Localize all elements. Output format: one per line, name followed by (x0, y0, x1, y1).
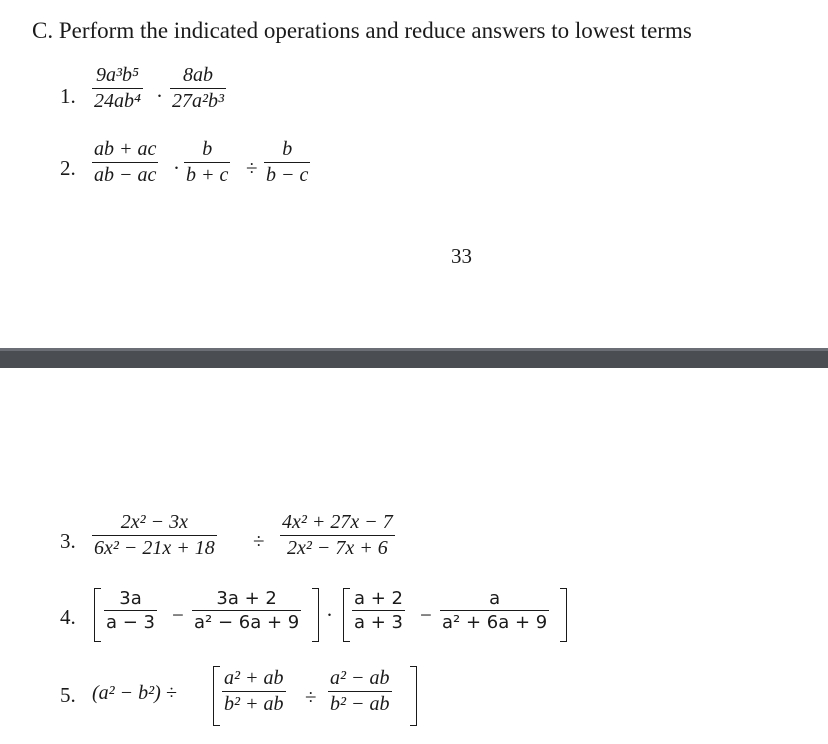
numerator: ab + ac (94, 138, 157, 160)
denominator: 24ab⁴ (94, 90, 141, 113)
denominator: b² − ab (330, 693, 390, 716)
right-bracket (410, 666, 417, 726)
numerator: b (282, 138, 293, 160)
denominator: a + 3 (354, 612, 404, 634)
numerator: 4x² + 27x − 7 (282, 511, 393, 533)
right-bracket (312, 588, 319, 642)
operator: · (173, 156, 180, 180)
numerator: a² − ab (330, 667, 390, 689)
fraction (184, 138, 230, 187)
left-bracket (343, 588, 350, 642)
numerator: 2x² − 3x (120, 511, 188, 533)
fraction (192, 588, 301, 633)
numerator: b (202, 138, 213, 160)
leading-expression: (a² − b²) ÷ (92, 682, 177, 704)
denominator: a − 3 (106, 612, 156, 634)
denominator: b − c (266, 164, 309, 187)
clipped-previous-line (120, 0, 540, 6)
section-heading: C. Perform the indicated operations and reduce answers to lowest terms (32, 18, 692, 43)
operator: · (326, 603, 333, 627)
denominator: b² + ab (224, 693, 284, 716)
left-bracket (213, 666, 220, 726)
fraction (352, 588, 405, 633)
fraction (222, 667, 286, 716)
fraction (328, 667, 392, 716)
fraction (440, 588, 549, 633)
operator: ÷ (305, 685, 317, 709)
fraction (92, 511, 217, 560)
denominator: a² + 6a + 9 (442, 612, 548, 634)
numerator: a + 2 (354, 588, 404, 609)
problem-number: 4. (60, 605, 76, 629)
numerator: a² + ab (224, 667, 284, 689)
fraction (92, 138, 158, 187)
numerator: 8ab (183, 64, 213, 86)
operator: ÷ (253, 529, 265, 553)
operator: ÷ (246, 156, 258, 180)
denominator: b + c (186, 164, 229, 187)
problem-number: 5. (60, 683, 76, 707)
numerator: a (489, 588, 501, 609)
problem-number: 2. (60, 156, 76, 180)
fraction (170, 64, 226, 113)
problem-number: 1. (60, 84, 76, 108)
denominator: ab − ac (94, 164, 157, 187)
page-separator (0, 348, 828, 368)
denominator: 6x² − 21x + 18 (94, 537, 215, 560)
fraction (280, 511, 395, 560)
page-separator-edge (0, 348, 828, 351)
fraction (104, 588, 157, 633)
left-bracket (94, 588, 101, 642)
operator: − (172, 603, 184, 627)
numerator: 9a³b⁵ (96, 64, 139, 86)
denominator: 2x² − 7x + 6 (287, 537, 388, 560)
numerator: 3a (119, 588, 142, 609)
page-number: 33 (451, 244, 472, 268)
denominator: a² − 6a + 9 (194, 612, 300, 634)
right-bracket (560, 588, 567, 642)
fraction (264, 138, 310, 187)
numerator: 3a + 2 (216, 588, 277, 609)
operator: − (420, 603, 432, 627)
denominator: 27a²b³ (172, 90, 224, 113)
fraction (92, 64, 143, 113)
problem-number: 3. (60, 529, 76, 553)
operator: · (156, 84, 163, 108)
